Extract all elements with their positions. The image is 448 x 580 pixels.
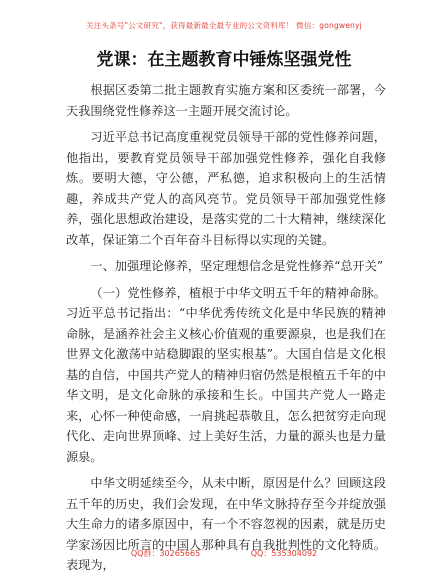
footer-qq-group: QQ群：30265665: [130, 549, 201, 558]
footer-qq: QQ：535304092: [250, 549, 318, 558]
paragraph: 中华文明延续至今，从未中断，原因是什么？回顾这段五千年的历史，我们会发现，在中华文脉持存至今并绽放强大生命力的诸多原因中，有一个不容忽视的因素，就是历史学家汤因比所言的中国人那种具有自我批判性的文化特质。表现为，: [66, 476, 386, 572]
section-heading: 一、加强理论修养，坚定理想信念是党性修养“总开关”: [90, 259, 384, 273]
paragraph: 习近平总书记高度重视党员领导干部的党性修养问题，他指出，要教育党员领导干部加强党性修养，强化自我修炼。要明大德，守公德，严私德，追求积极向上的生活情趣，养成共产党人的高风亮节。党员领导干部加强党性修养，强化思想政治建设，是落实党的二十大精神，继续深化改革，保证第二个百年奋斗目标得以实现的关键。: [66, 130, 386, 247]
page-title: 党课：在主题教育中锤炼坚强党性: [96, 50, 352, 70]
document-body: [66, 80, 386, 576]
footer: [0, 548, 448, 559]
paragraph: （一）党性修养，植根于中华文明五千年的精神命脉。习近平总书记指出：“中华优秀传统文化是中华民族的精神命脉，是涵养社会主义核心价值观的重要源泉，也是我们在世界文化激荡中站稳脚跟的坚实根基”。大国自信是文化根基的自信，中国共产党人的精神归宿仍然是根植五千年的中华文明，是文化命脉的承接和生长。中国共产党人一路走来，心怀一种使命感，一肩挑起恭敬且，怎么把贫穷走向现代化、走向世界顶峰、过上美好生活，力量的源头也是力量源泉。: [66, 285, 386, 464]
paragraph: 根据区委第二批主题教育实施方案和区委统一部署，今天我围绕党性修养这一主题开展交流讨论。: [66, 83, 386, 118]
header-note: 关注头条号"公文研究"，获得最新最全最专业的公文资料库！ 微信：gongwenyj: [86, 21, 362, 30]
